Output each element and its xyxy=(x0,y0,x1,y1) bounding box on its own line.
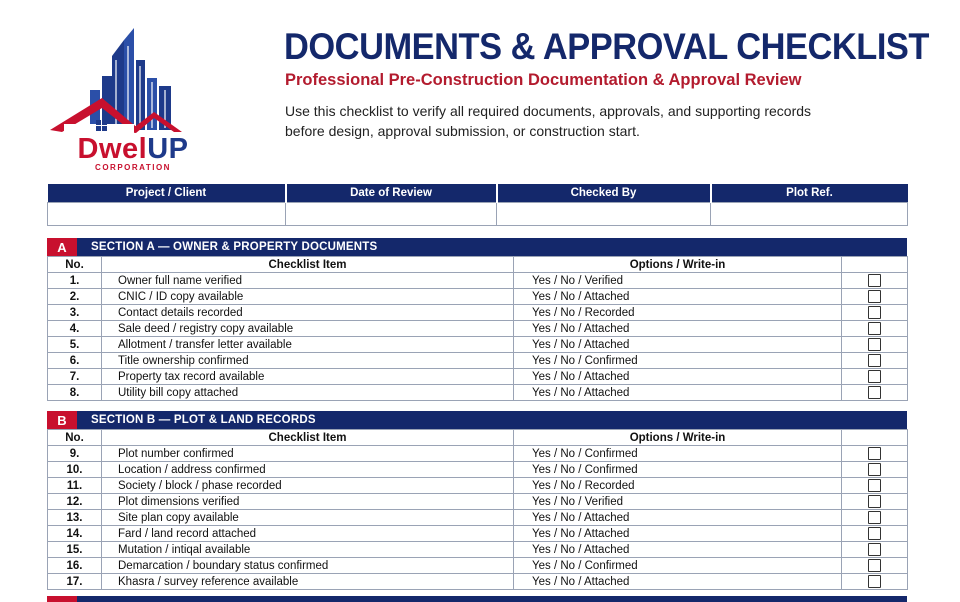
column-options-header: Options / Write-in xyxy=(514,430,842,446)
options-text: Yes / No / Attached xyxy=(514,385,842,401)
next-section-header xyxy=(47,596,907,602)
section-a-table xyxy=(47,256,908,401)
column-options-header: Options / Write-in xyxy=(514,257,842,273)
section-b-title: SECTION B — PLOT & LAND RECORDS xyxy=(91,414,316,426)
checklist-item: Owner full name verified xyxy=(102,273,514,289)
row-number: 17. xyxy=(48,574,102,590)
row-number: 1. xyxy=(48,273,102,289)
row-number: 13. xyxy=(48,510,102,526)
brand-name-part1: Dwel xyxy=(77,133,148,165)
checklist-item: Sale deed / registry copy available xyxy=(102,321,514,337)
checklist-item: Utility bill copy attached xyxy=(102,385,514,401)
checkbox[interactable] xyxy=(868,354,881,367)
checkbox-cell xyxy=(842,369,908,385)
options-text: Yes / No / Confirmed xyxy=(514,558,842,574)
checklist-item: Khasra / survey reference available xyxy=(102,574,514,590)
checklist-item: Society / block / phase recorded xyxy=(102,478,514,494)
table-row xyxy=(48,510,908,526)
section-a-letter: A xyxy=(47,238,77,256)
row-number: 3. xyxy=(48,305,102,321)
checkbox-cell xyxy=(842,337,908,353)
options-text: Yes / No / Attached xyxy=(514,337,842,353)
checklist-item: Allotment / transfer letter available xyxy=(102,337,514,353)
table-row xyxy=(48,273,908,289)
checkbox-cell xyxy=(842,494,908,510)
checkbox-cell xyxy=(842,462,908,478)
checkbox-cell xyxy=(842,542,908,558)
brand-tagline: CORPORATION xyxy=(95,163,171,172)
row-number: 12. xyxy=(48,494,102,510)
table-row xyxy=(48,526,908,542)
row-number: 8. xyxy=(48,385,102,401)
checkbox[interactable] xyxy=(868,386,881,399)
section-b xyxy=(47,411,907,590)
section-a xyxy=(47,238,907,401)
options-text: Yes / No / Confirmed xyxy=(514,462,842,478)
options-text: Yes / No / Attached xyxy=(514,369,842,385)
table-row xyxy=(48,542,908,558)
row-number: 4. xyxy=(48,321,102,337)
checkbox[interactable] xyxy=(868,479,881,492)
checkbox[interactable] xyxy=(868,463,881,476)
checkbox[interactable] xyxy=(868,290,881,303)
options-text: Yes / No / Attached xyxy=(514,321,842,337)
checklist-item: Site plan copy available xyxy=(102,510,514,526)
options-text: Yes / No / Recorded xyxy=(514,478,842,494)
checkbox[interactable] xyxy=(868,527,881,540)
table-row xyxy=(48,369,908,385)
options-text: Yes / No / Verified xyxy=(514,273,842,289)
checklist-item: Plot number confirmed xyxy=(102,446,514,462)
section-a-title: SECTION A — OWNER & PROPERTY DOCUMENTS xyxy=(91,241,378,253)
checklist-item: Plot dimensions verified xyxy=(102,494,514,510)
row-number: 15. xyxy=(48,542,102,558)
options-text: Yes / No / Attached xyxy=(514,542,842,558)
checkbox-cell xyxy=(842,558,908,574)
page-title: DOCUMENTS & APPROVAL CHECKLIST xyxy=(284,26,929,67)
checklist-item: Fard / land record attached xyxy=(102,526,514,542)
options-text: Yes / No / Confirmed xyxy=(514,446,842,462)
checkbox-cell xyxy=(842,510,908,526)
checkbox[interactable] xyxy=(868,495,881,508)
table-row xyxy=(48,353,908,369)
row-number: 14. xyxy=(48,526,102,542)
checkbox-cell xyxy=(842,526,908,542)
checkbox[interactable] xyxy=(868,511,881,524)
checkbox-cell xyxy=(842,305,908,321)
options-text: Yes / No / Confirmed xyxy=(514,353,842,369)
column-no-header: No. xyxy=(48,257,102,273)
checkbox-cell xyxy=(842,273,908,289)
options-text: Yes / No / Attached xyxy=(514,526,842,542)
table-row xyxy=(48,558,908,574)
row-number: 9. xyxy=(48,446,102,462)
checkbox[interactable] xyxy=(868,575,881,588)
options-text: Yes / No / Attached xyxy=(514,289,842,305)
project-client-field[interactable] xyxy=(48,203,286,226)
checkbox-cell xyxy=(842,289,908,305)
table-row xyxy=(48,305,908,321)
column-check-header xyxy=(842,430,908,446)
checkbox[interactable] xyxy=(868,322,881,335)
table-row xyxy=(48,574,908,590)
table-row xyxy=(48,446,908,462)
checkbox[interactable] xyxy=(868,306,881,319)
row-number: 16. xyxy=(48,558,102,574)
checkbox[interactable] xyxy=(868,447,881,460)
table-row xyxy=(48,478,908,494)
project-info-table xyxy=(47,184,908,226)
date-of-review-header: Date of Review xyxy=(286,184,497,203)
section-b-header xyxy=(47,411,907,429)
page-subtitle: Professional Pre-Construction Documentation & Approval Review xyxy=(285,71,802,89)
plot-ref-field[interactable] xyxy=(711,203,908,226)
section-b-letter: B xyxy=(47,411,77,429)
checkbox-cell xyxy=(842,478,908,494)
row-number: 10. xyxy=(48,462,102,478)
column-item-header: Checklist Item xyxy=(102,430,514,446)
checkbox-cell xyxy=(842,321,908,337)
checklist-item: CNIC / ID copy available xyxy=(102,289,514,305)
brand-wordmark xyxy=(48,134,218,172)
row-number: 7. xyxy=(48,369,102,385)
section-b-table xyxy=(47,429,908,590)
checkbox-cell xyxy=(842,446,908,462)
checklist-item: Property tax record available xyxy=(102,369,514,385)
row-number: 11. xyxy=(48,478,102,494)
checkbox[interactable] xyxy=(868,338,881,351)
checkbox[interactable] xyxy=(868,559,881,572)
checked-by-header: Checked By xyxy=(497,184,711,203)
options-text: Yes / No / Attached xyxy=(514,510,842,526)
column-check-header xyxy=(842,257,908,273)
checklist-item: Demarcation / boundary status confirmed xyxy=(102,558,514,574)
checklist-item: Contact details recorded xyxy=(102,305,514,321)
column-no-header: No. xyxy=(48,430,102,446)
project-client-header: Project / Client xyxy=(48,184,286,203)
checked-by-field[interactable] xyxy=(497,203,711,226)
checkbox[interactable] xyxy=(868,543,881,556)
checkbox[interactable] xyxy=(868,274,881,287)
checkbox-cell xyxy=(842,385,908,401)
column-item-header: Checklist Item xyxy=(102,257,514,273)
options-text: Yes / No / Verified xyxy=(514,494,842,510)
checklist-item: Title ownership confirmed xyxy=(102,353,514,369)
page-description: Use this checklist to verify all required documents, approvals, and supporting records before design, approval submission, or construction start. xyxy=(285,103,812,139)
checkbox-cell xyxy=(842,353,908,369)
row-number: 2. xyxy=(48,289,102,305)
checklist-item: Mutation / intiqal available xyxy=(102,542,514,558)
table-row xyxy=(48,385,908,401)
plot-ref-header: Plot Ref. xyxy=(711,184,908,203)
row-number: 5. xyxy=(48,337,102,353)
section-a-header xyxy=(47,238,907,256)
checkbox-cell xyxy=(842,574,908,590)
table-row xyxy=(48,289,908,305)
options-text: Yes / No / Recorded xyxy=(514,305,842,321)
brand-name-part2: UP xyxy=(147,133,189,165)
table-row xyxy=(48,462,908,478)
table-row xyxy=(48,321,908,337)
table-row xyxy=(48,337,908,353)
options-text: Yes / No / Attached xyxy=(514,574,842,590)
date-of-review-field[interactable] xyxy=(286,203,497,226)
table-row xyxy=(48,494,908,510)
checkbox[interactable] xyxy=(868,370,881,383)
checklist-item: Location / address confirmed xyxy=(102,462,514,478)
row-number: 6. xyxy=(48,353,102,369)
